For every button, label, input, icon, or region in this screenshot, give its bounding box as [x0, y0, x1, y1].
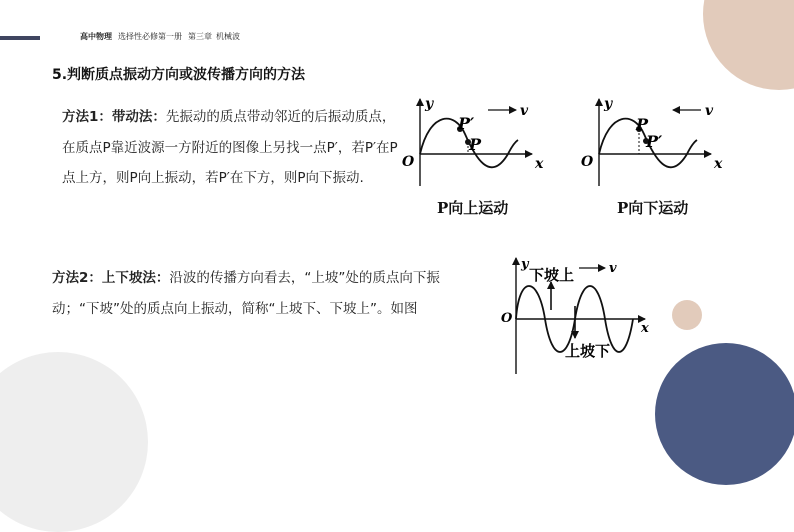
figure-p-up-caption: P向上运动 [437, 199, 509, 217]
p-prime-label: P′ [458, 114, 475, 133]
v-label: v [705, 103, 714, 119]
figure-p-up [400, 94, 550, 194]
y-label: y [425, 96, 434, 112]
method1-paragraph [62, 102, 408, 194]
uphill-label: 上坡下 [565, 342, 611, 360]
v-label: v [609, 261, 617, 276]
decor-circle-small [672, 300, 702, 330]
header-accent-bar [0, 36, 40, 40]
v-label: v [520, 103, 529, 119]
downhill-label: 下坡上 [529, 266, 575, 284]
method1-text: 先振动的质点带动邻近的后振动质点，在质点P靠近波源一方附近的图像上另找一点P′，若P′在P点上方，则P向上振动，若P′在下方，则P向下振动. [62, 109, 398, 186]
origin-label: O [402, 154, 415, 170]
x-label: x [641, 321, 649, 336]
decor-circle-top-right [703, 0, 794, 90]
figure-slope-method [495, 250, 665, 378]
decor-circle-bottom-left [0, 352, 148, 532]
figure-p-down [577, 94, 727, 194]
method1-label: 方法1：带动法： [62, 109, 166, 125]
figure-p-down-caption: P向下运动 [617, 199, 689, 217]
decor-circle-bottom-right [655, 343, 794, 485]
p-label: P [469, 135, 482, 154]
y-label: y [604, 96, 613, 112]
origin-label: O [581, 154, 594, 170]
header-section: 机械波 [216, 32, 240, 41]
method2-paragraph [52, 263, 474, 324]
header [80, 31, 240, 42]
x-label: x [535, 156, 544, 172]
p-label: P [636, 115, 649, 134]
section-title: 5.判断质点振动方向或波传播方向的方法 [52, 67, 306, 83]
x-label: x [714, 156, 723, 172]
y-label: y [521, 257, 529, 272]
origin-label: O [501, 311, 513, 326]
method2-label: 方法2：上下坡法： [52, 270, 170, 286]
header-subject: 高中物理 [80, 32, 112, 41]
method2-text: 沿波的传播方向看去，“上坡”处的质点向下振动；“下坡”处的质点向上振动，简称“上坡下、下坡上”。如图 [52, 270, 440, 317]
header-book: 选择性必修第一册 [118, 32, 182, 41]
header-chapter: 第三章 [188, 32, 212, 41]
p-prime-label: P′ [646, 132, 663, 151]
